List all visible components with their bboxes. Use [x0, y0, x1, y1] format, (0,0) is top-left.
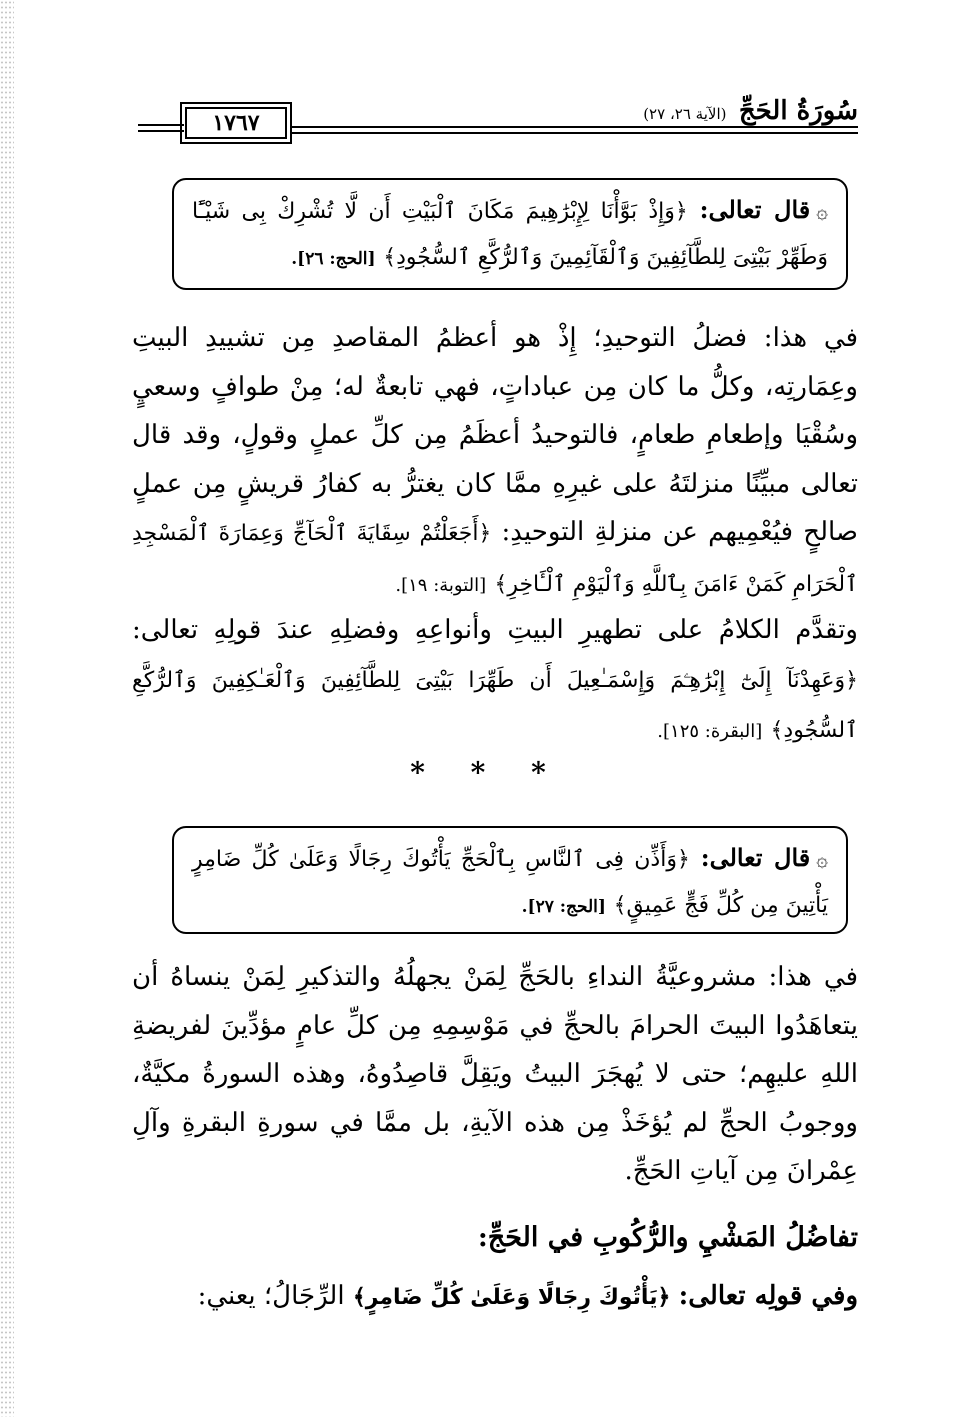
- page-number: ١٧٦٧: [185, 107, 287, 139]
- running-title: [635, 96, 858, 126]
- quran-verse: ﴿وَأَذِّن فِى ٱلنَّاسِ بِٱلْحَجِّ يَأْتُوكَ رِجَالًا وَعَلَىٰ كُلِّ ضَامِرٍ يَأْتِينَ مِن كُلِّ فَجٍّ عَمِيقٍ﴾: [192, 847, 828, 918]
- paragraph-intro: وفي قولِه تعالى:: [678, 1281, 858, 1311]
- verse-box-27: [172, 826, 848, 934]
- page-header: [138, 92, 858, 152]
- quran-verse: ﴿وَإِذْ بَوَّأْنَا لِإِبْرَٰهِيمَ مَكَانَ ٱلْبَيْتِ أَن لَّا تُشْرِكْ بِى شَيْـًٔا وَطَهِّرْ بَيْتِىَ لِلطَّآئِفِينَ وَٱلْقَآئِمِينَ وَٱلرُّكَّعِ ٱلسُّجُودِ﴾: [192, 199, 828, 270]
- page-number-frame: [180, 102, 292, 144]
- ayah-range: (الآية ٢٦، ٢٧): [643, 105, 727, 123]
- scan-edge-speckle: [0, 0, 14, 1417]
- verse-reference: [التوبة: ١٩].: [395, 574, 487, 596]
- quran-verse: ﴿وَعَهِدْنَآ إِلَىٰٓ إِبْرَٰهِـۧمَ وَإِسْمَـٰعِيلَ أَن طَهِّرَا بَيْتِىَ لِلطَّآئِفِينَ وَٱلْعَـٰكِفِينَ وَٱلرُّكَّعِ ٱلسُّجُودِ﴾: [132, 667, 858, 743]
- header-left-rule: [138, 124, 184, 126]
- header-left-rule: [138, 130, 184, 132]
- commentary-paragraph-2: [132, 606, 858, 757]
- header-rule: [292, 126, 858, 128]
- surah-title: سُورَةُ الحَجِّ: [738, 96, 858, 126]
- quran-verse: ﴿يَأْتُوكَ رِجَالًا وَعَلَىٰ كُلِّ ضَامِرٍ﴾: [352, 1285, 671, 1310]
- verse-reference: [البقرة: ١٢٥].: [657, 721, 763, 742]
- commentary-paragraph-1: [132, 314, 858, 610]
- verse-box-26: [172, 178, 848, 290]
- star-ornament-icon: ۞: [816, 199, 828, 223]
- verse-intro: قال تعالى:: [699, 195, 811, 224]
- verse-reference: [الحج: ٢٦].: [291, 249, 376, 269]
- star-ornament-icon: ۞: [816, 847, 828, 871]
- header-rule: [292, 132, 858, 134]
- quran-verse: ﴿أَجَعَلْتُمْ سِقَايَةَ ٱلْحَآجِّ وَعِمَارَةَ ٱلْمَسْجِدِ ٱلْحَرَامِ كَمَنْ ءَامَنَ بِٱللَّهِ وَٱلْيَوْمِ ٱلْـَٔاخِرِ﴾: [132, 521, 858, 597]
- section-separator: * * *: [410, 756, 564, 789]
- paragraph-text: في هذا: مشروعيَّةُ النداءِ بالحَجِّ لِمَنْ يجهلُهُ والتذكيرِ لِمَنْ ينساهُ أن يتعاهَدُوا البيتَ الحرامَ بالحجِّ في مَوْسِمِهِ مِن كلِّ عامٍ مؤدِّينَ لفريضةِ اللهِ عليهِم؛ حتى لا يُهجَرَ البيتُ ويَقِلَّ قاصِدُوهُ، وهذه السورةُ مكيَّةٌ، ووجوبُ الحجِّ لم يُؤخَذْ مِن هذه الآيةِ، بل ممَّا في سورةِ البقرةِ وآلِ عِمْرانَ مِن آياتِ الحَجِّ.: [132, 962, 858, 1186]
- section-heading: تفاضُلُ المَشْيِ والرُّكُوبِ في الحَجِّ:: [477, 1222, 858, 1253]
- commentary-paragraph-3: [132, 953, 858, 1196]
- paragraph-text: الرِّجَالُ؛ يعني:: [197, 1281, 345, 1311]
- verse-reference: [الحج: ٢٧].: [521, 897, 606, 917]
- verse-intro: قال تعالى:: [700, 843, 811, 872]
- paragraph-text: وتقدَّم الكلامُ على تطهيرِ البيتِ وأنواعِهِ وفضلِهِ عندَ قولِهِ تعالى:: [132, 615, 858, 645]
- paragraph-text: في هذا: فضلُ التوحيدِ؛ إِذْ هو أعظمُ المقاصدِ مِن تشييدِ البيتِ وعِمَارتِه، وكلُّ ما كان مِن عباداتٍ، فهي تابعةٌ له؛ مِنْ طوافٍ وسعيٍ وسُقْيَا وإطعامِ طعامٍ، فالتوحيدُ أعظَمُ مِن كلِّ عملٍ وقولٍ، وقد قال تعالى مبيِّنًا منزلتَهُ على غيرِهِ ممَّا كان يغترُّ به كفارُ قريشٍ مِن عملٍ صالحٍ فيُعْمِيهم عن منزلةِ التوحيدِ:: [132, 323, 858, 547]
- commentary-paragraph-4: [132, 1272, 858, 1323]
